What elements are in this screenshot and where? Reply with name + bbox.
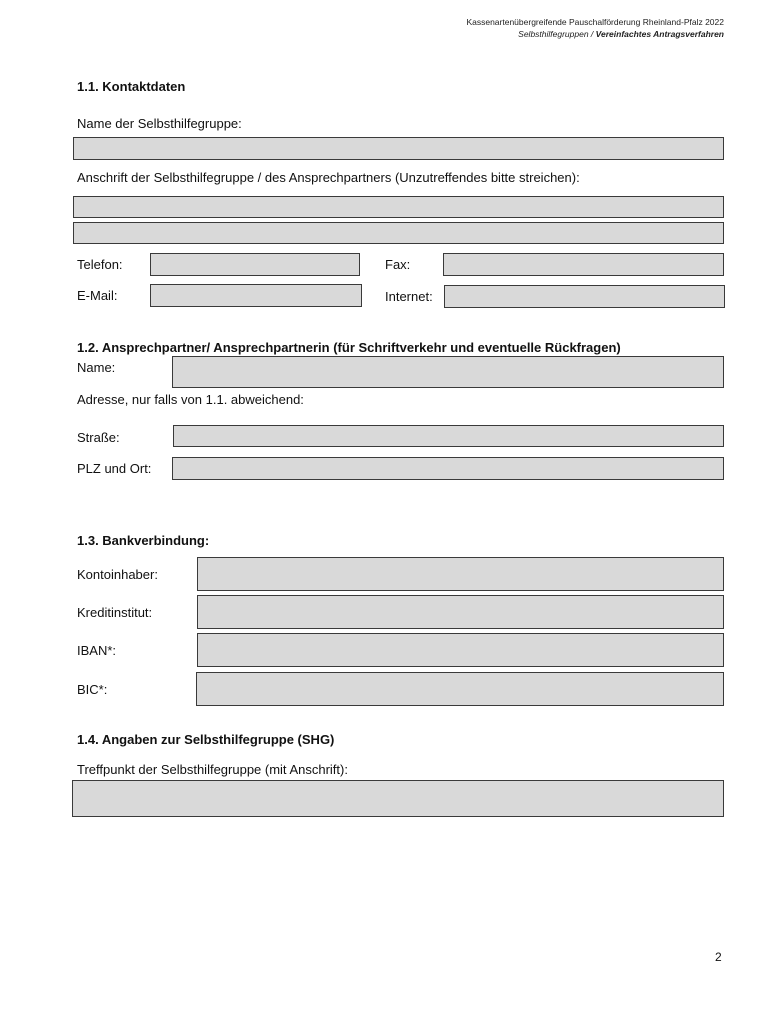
header-subtitle-italic: Selbsthilfegruppen / <box>518 29 596 39</box>
account-holder-label: Kontoinhaber: <box>77 567 158 582</box>
bic-label: BIC*: <box>77 682 108 697</box>
email-field[interactable] <box>150 284 362 307</box>
group-name-label: Name der Selbsthilfegruppe: <box>77 116 242 131</box>
contact-name-label: Name: <box>77 360 116 375</box>
header-subtitle-bold: Vereinfachtes Antragsverfahren <box>595 29 724 39</box>
iban-label: IBAN*: <box>77 643 117 658</box>
meeting-place-field[interactable] <box>72 780 724 817</box>
meeting-place-label: Treffpunkt der Selbsthilfegruppe (mit Anschrift): <box>77 762 348 777</box>
iban-field[interactable] <box>197 633 724 667</box>
section-1-1-title: 1.1. Kontaktdaten <box>77 79 186 94</box>
section-1-3-title: 1.3. Bankverbindung: <box>77 533 210 548</box>
phone-field[interactable] <box>150 253 360 276</box>
street-label: Straße: <box>77 430 120 445</box>
fax-label: Fax: <box>385 257 411 272</box>
group-name-field[interactable] <box>73 137 724 160</box>
page-number: 2 <box>715 950 722 964</box>
internet-label: Internet: <box>385 289 433 304</box>
zip-city-label: PLZ und Ort: <box>77 461 152 476</box>
fax-field[interactable] <box>443 253 724 276</box>
section-1-4-title: 1.4. Angaben zur Selbsthilfegruppe (SHG) <box>77 732 335 747</box>
bic-field[interactable] <box>196 672 724 706</box>
address-deviation-note: Adresse, nur falls von 1.1. abweichend: <box>77 392 304 407</box>
address-label: Anschrift der Selbsthilfegruppe / des Ansprechpartners (Unzutreffendes bitte streichen): <box>77 170 580 185</box>
header-program-title: Kassenartenübergreifende Pauschalförderung Rheinland-Pfalz 2022 <box>466 17 724 27</box>
street-field[interactable] <box>173 425 724 447</box>
internet-field[interactable] <box>444 285 725 308</box>
zip-city-field[interactable] <box>172 457 724 480</box>
contact-name-field[interactable] <box>172 356 724 388</box>
account-holder-field[interactable] <box>197 557 724 591</box>
address-field-line-1[interactable] <box>73 196 724 218</box>
section-1-2-title: 1.2. Ansprechpartner/ Ansprechpartnerin (für Schriftverkehr und eventuelle Rückfragen) <box>77 340 621 355</box>
email-label: E-Mail: <box>77 288 118 303</box>
bank-institute-label: Kreditinstitut: <box>77 605 153 620</box>
phone-label: Telefon: <box>77 257 123 272</box>
bank-institute-field[interactable] <box>197 595 724 629</box>
header-procedure-subtitle <box>518 29 724 39</box>
address-field-line-2[interactable] <box>73 222 724 244</box>
